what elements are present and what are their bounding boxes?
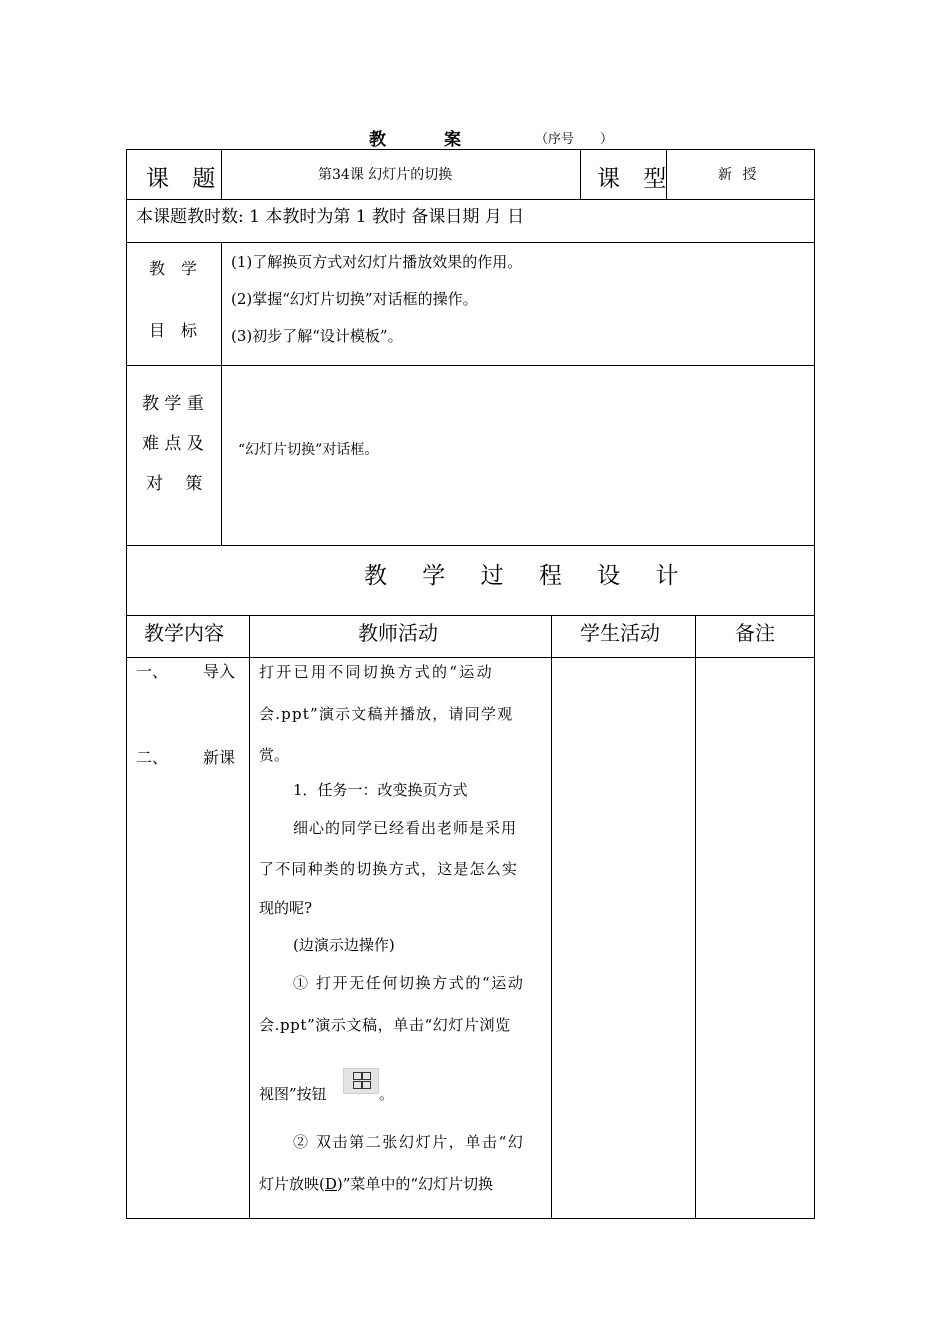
objective-item-1: (1)了解换页方式对幻灯片播放效果的作用。	[231, 253, 523, 271]
objective-item-2: (2)掌握“幻灯片切换”对话框的操作。	[231, 290, 478, 308]
keypoints-label-1: 教 学 重	[142, 394, 204, 414]
teacher-line: ② 双击第二张幻灯片，单击“幻	[293, 1133, 525, 1151]
teacher-line: 1．任务一：改变换页方式	[293, 781, 468, 799]
topic-value: 第34课 幻灯片的切换	[318, 167, 453, 183]
teacher-line: (边演示边操作)	[293, 936, 395, 954]
teacher-line: 细心的同学已经看出老师是采用	[293, 819, 518, 837]
objectives-label-2: 目 标	[149, 321, 198, 340]
teacher-line: 。	[379, 1085, 395, 1103]
teacher-line: 了不同种类的切换方式，这是怎么实	[259, 860, 519, 878]
teacher-line: 赏。	[259, 746, 290, 764]
serial-number: （序号 ）	[535, 132, 614, 147]
type-value: 新 授	[718, 167, 760, 183]
teacher-line: ① 打开无任何切换方式的“运动	[293, 974, 525, 992]
col-header-content: 教学内容	[144, 621, 224, 645]
objective-item-3: (3)初步了解“设计模板”。	[231, 327, 403, 345]
title-an: 案	[444, 130, 461, 150]
teacher-line: 现的呢?	[259, 899, 313, 917]
teacher-line: 打开已用不同切换方式的“运动	[259, 663, 494, 681]
teacher-line: 会.ppt”演示文稿并播放，请同学观	[259, 705, 514, 723]
content-item-2-text: 新课	[203, 748, 236, 767]
teacher-line: 视图”按钮	[259, 1085, 327, 1103]
title-jiao: 教	[369, 130, 386, 150]
keypoints-label-2: 难 点 及	[142, 434, 204, 454]
hours-line: 本课题教时数: 1 本教时为第 1 教时 备课日期 月 日	[136, 207, 525, 227]
content-item-1-text: 导入	[203, 662, 236, 681]
content-item-1-num: 一、	[136, 662, 169, 681]
content-item-2-num: 二、	[136, 748, 169, 767]
teacher-line: 会.ppt”演示文稿，单击“幻灯片浏览	[259, 1016, 511, 1034]
col-header-teacher: 教师活动	[358, 621, 438, 645]
keypoints-label-3: 对 策	[146, 474, 203, 494]
objectives-label-1: 教 学	[149, 259, 198, 278]
keypoints-content: “幻灯片切换”对话框。	[238, 442, 379, 458]
type-label: 课 型	[597, 166, 675, 192]
process-title: 教 学 过 程 设 计	[364, 563, 693, 589]
teacher-line: 灯片放映(D)”菜单中的“幻灯片切换	[259, 1175, 494, 1193]
col-header-student: 学生活动	[580, 621, 660, 645]
col-header-notes: 备注	[735, 621, 775, 645]
slide-sorter-view-icon[interactable]	[343, 1068, 379, 1094]
topic-label: 课 题	[146, 166, 224, 192]
